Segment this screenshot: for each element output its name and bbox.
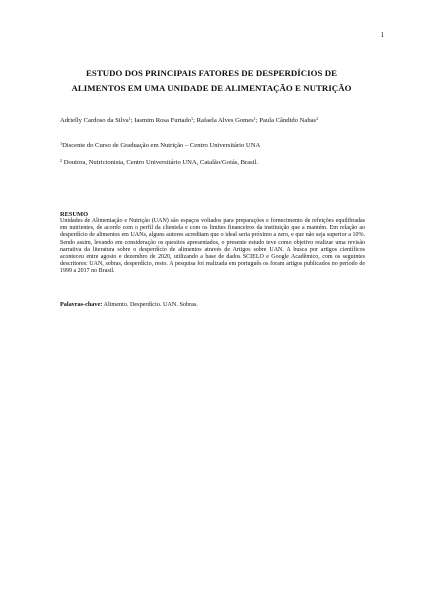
author-affiliation-mark: 1 bbox=[253, 116, 256, 121]
author-name: Paula Cândido Nahas bbox=[259, 117, 317, 124]
affiliation-1 bbox=[60, 140, 260, 150]
author-name: Rafaela Alves Gomes bbox=[196, 117, 254, 124]
abstract-paragraph: Unidades de Alimentação e Nutrição (UAN) são espaços voltados para preparações e fornecimento de refeições equilibradas em nutrientes, de acordo com o perfil da clientela e com os limites financeiros da instituição que a mantém. Em relação ao desperdício de alimentos em UANs, alguns autores acreditam que o ideal seria próximo a zero, e que não seja superior a 10%. Sendo assim, levando em consideração os quesitos apresentados, o presente estudo teve como objetivo realizar uma revisão narrativa da literatura sobre o desperdício de alimentos através de Artigos sobre UAN. A busca por artigos científicos aconteceu entre agosto e dezembro de 2020, utilizando a base de dados SCIELO e Google Acadêmico, com os seguintes descritores: UAN, sobras, desperdício, resto. A pesquisa foi realizada em português os foram artigos publicados no período de 1999 a 2017 no Brasil. bbox=[60, 218, 365, 275]
paper-title-line-2: ALIMENTOS EM UMA UNIDADE DE ALIMENTAÇÃO E NUTRIÇÃO bbox=[71, 83, 352, 93]
affiliation-mark: 2 bbox=[60, 158, 63, 163]
page-number: 1 bbox=[380, 31, 384, 39]
author-separator: ; bbox=[255, 117, 260, 124]
author-list bbox=[60, 115, 318, 125]
author-affiliation-mark: 2 bbox=[316, 116, 319, 121]
author-name: Adrielly Cardoso da Silva bbox=[60, 117, 129, 124]
author-affiliation-mark: 1 bbox=[191, 116, 194, 121]
affiliation-2 bbox=[60, 157, 258, 167]
author-separator: ; bbox=[130, 117, 135, 124]
author-affiliation-mark: 1 bbox=[128, 116, 131, 121]
keywords bbox=[60, 301, 198, 308]
abstract-body bbox=[60, 218, 365, 276]
affiliation-text: Doutora, Nutricionista, Centro Universitário UNA, Catalão/Goiás, Brasil. bbox=[62, 159, 259, 166]
abstract-heading: RESUMO bbox=[60, 211, 89, 218]
keywords-label: Palavras-chave: bbox=[60, 301, 103, 308]
affiliation-mark: 1 bbox=[60, 141, 63, 146]
affiliation-text: Discente do Curso de Graduação em Nutrição – Centro Universitário UNA bbox=[62, 142, 261, 149]
author-separator: ; bbox=[193, 117, 197, 124]
paper-title bbox=[58, 66, 365, 96]
author-name: Iasmim Rosa Furtado bbox=[134, 117, 192, 124]
paper-title-line-1: ESTUDO DOS PRINCIPAIS FATORES DE DESPERDÍCIOS DE bbox=[85, 68, 338, 78]
keywords-text: Alimento. Desperdício. UAN. Sobras. bbox=[102, 301, 198, 308]
